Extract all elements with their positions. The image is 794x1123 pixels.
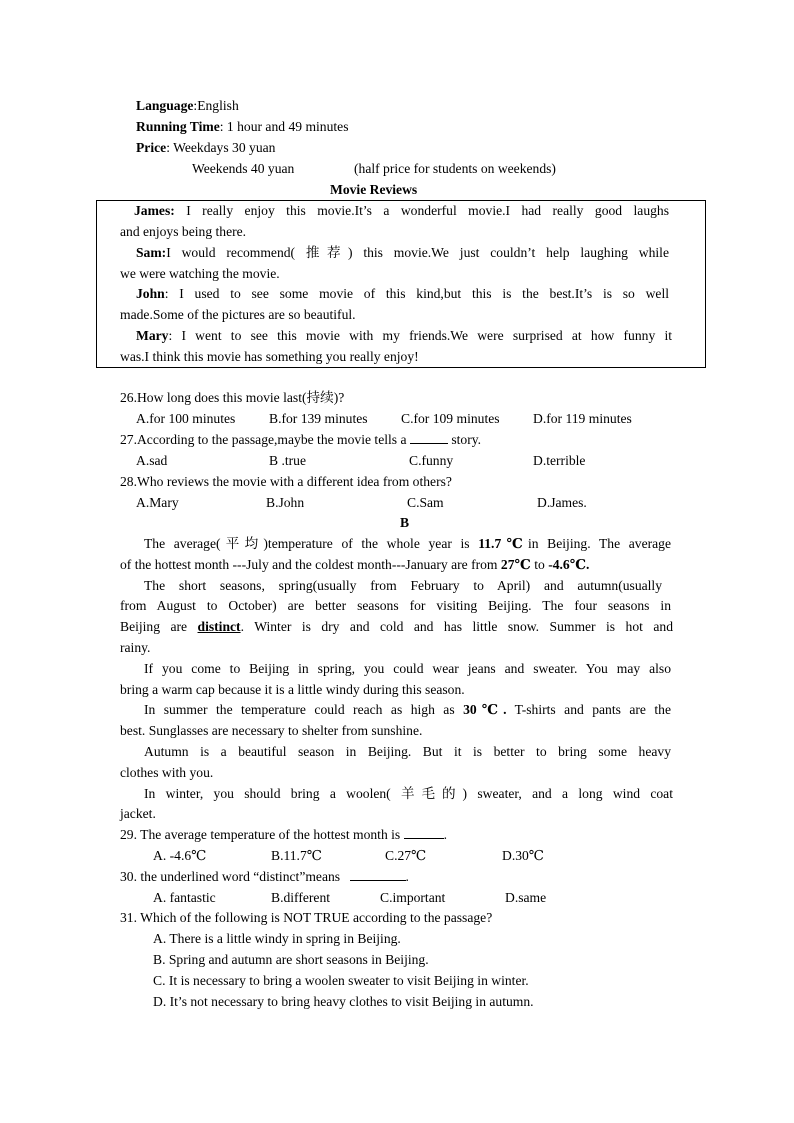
price-value: : Weekdays 30 yuan [166,140,276,155]
review-john-line2: made.Some of the pictures are so beautiful. [120,307,356,322]
q27-option-a: A.sad [136,453,168,468]
q26-option-c: C.for 109 minutes [401,411,500,426]
q31-option-c: C. It is necessary to bring a woolen sweater to visit Beijing in winter. [153,973,529,988]
q29-option-a: A. -4.6℃ [153,848,207,863]
running-time-label: Running Time [136,119,220,134]
q31-option-a: A. There is a little windy in spring in Beijing. [153,931,401,946]
q29-option-c: C.27℃ [385,848,427,863]
reviews-title: Movie Reviews [330,182,418,197]
q27-blank [410,431,448,444]
running-time-value: : 1 hour and 49 minutes [219,119,349,134]
reviewer-sam: Sam: [136,245,167,260]
passage-p3-line1: If you come to Beijing in spring, you could wear jeans and sweater. You may also [144,661,671,676]
language-line [136,96,239,117]
q31-option-d: D. It’s not necessary to bring heavy clothes to visit Beijing in autumn. [153,994,534,1009]
passage-p5-line2: clothes with you. [120,765,214,780]
passage-p3-line2: bring a warm cap because it is a little windy during this season. [120,682,465,697]
underlined-word-distinct: distinct [197,619,241,634]
weekends-price: Weekends 40 yuan [192,161,295,176]
section-b-heading: B [400,515,410,530]
language-value: :English [193,98,239,113]
q31-stem: 31. Which of the following is NOT TRUE according to the passage? [120,910,493,925]
passage-p5-line1: Autumn is a beautiful season in Beijing. But it is better to bring some heavy [144,744,671,759]
q28-option-a: A.Mary [136,495,179,510]
q30-blank [350,868,406,881]
q28-option-b: B.John [266,495,305,510]
q27-stem: 27.According to the passage,maybe the movie tells a story. [120,432,482,447]
q30-option-c: C.important [380,890,446,905]
review-sam-line1: Sam:I would recommend( 推荐) this movie.We just couldn’t help laughing while [136,245,669,260]
passage-p2-line2: from August to October) are better seasons for visiting Beijing. The four seasons in [120,598,671,613]
review-john-line1: John: I used to see some movie of this kind,but this is the best.It’s is so well [136,286,669,301]
q30-option-b: B.different [271,890,331,905]
passage-p6-line1: In winter, you should bring a woolen( 羊毛的) sweater, and a long wind coat [144,786,673,801]
q26-option-b: B.for 139 minutes [269,411,368,426]
review-sam-line2: we were watching the movie. [120,266,280,281]
review-james-line2: and enjoys being there. [120,224,247,239]
passage-p2-line3: Beijing are distinct. Winter is dry and cold and has little snow. Summer is hot and [120,619,673,634]
passage-p1-line1: The average(平均)temperature of the whole year is 11.7℃in Beijing. The average [144,536,671,551]
passage-p1-line2: of the hottest month ---July and the coldest month---January are from 27℃ to -4.6℃. [120,557,590,572]
reviewer-mary: Mary [136,328,169,343]
q26-stem: 26.How long does this movie last(持续)? [120,390,345,405]
review-james-line1: James: I really enjoy this movie.It’s a wonderful movie.I had really good laughs [134,203,670,218]
passage-p6-line2: jacket. [120,806,156,821]
q27-option-b: B .true [269,453,306,468]
q26-option-d: D.for 119 minutes [533,411,632,426]
passage-p2-line1: The short seasons, spring(usually from February to April) and autumn(usually [144,578,662,593]
q29-blank [404,826,444,839]
q28-option-c: C.Sam [407,495,444,510]
price-label: Price [136,140,167,155]
q28-stem: 28.Who reviews the movie with a different idea from others? [120,474,452,489]
q27-option-c: C.funny [409,453,454,468]
price-line [136,138,275,159]
q31-option-b: B. Spring and autumn are short seasons in Beijing. [153,952,429,967]
passage-p2-line4: rainy. [120,640,151,655]
q30-option-a: A. fantastic [153,890,216,905]
review-mary-line2: was.I think this movie has something you really enjoy! [120,349,419,364]
reviewer-john: John [136,286,165,301]
q26-option-a: A.for 100 minutes [136,411,236,426]
running-time-line [136,117,349,138]
q29-option-d: D.30℃ [502,848,545,863]
reviewer-james: James: [134,203,175,218]
passage-p4-line2: best. Sunglasses are necessary to shelter from sunshine. [120,723,423,738]
q30-stem: 30. the underlined word “distinct”means . [120,869,409,884]
q28-option-d: D.James. [537,495,587,510]
q29-stem: 29. The average temperature of the hottest month is . [120,827,448,842]
half-price-note: (half price for students on weekends) [354,161,556,176]
review-mary-line1: Mary: I went to see this movie with my friends.We were surprised at how funny it [136,328,672,343]
q29-option-b: B.11.7℃ [271,848,322,863]
passage-p4-line1: In summer the temperature could reach as high as 30℃. T-shirts and pants are the [144,702,672,717]
language-label: Language [136,98,194,113]
q30-option-d: D.same [505,890,547,905]
q27-option-d: D.terrible [533,453,586,468]
